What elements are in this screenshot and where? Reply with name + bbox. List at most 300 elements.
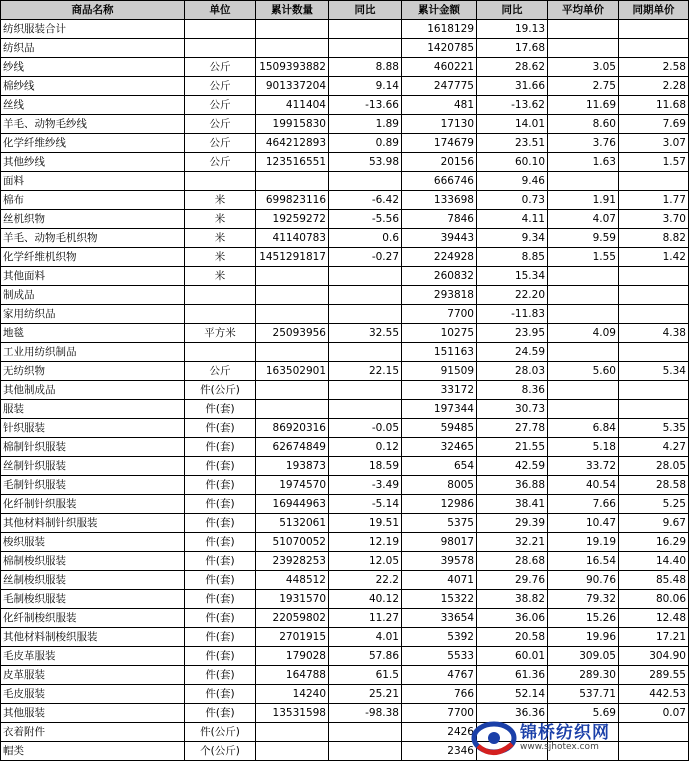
table-row	[1, 172, 689, 191]
row-qty-yoy: 18.59	[329, 457, 402, 476]
row-qty-yoy: 0.6	[329, 229, 402, 248]
row-name: 毛皮服装	[1, 685, 185, 704]
row-prev-price: 16.29	[619, 533, 689, 552]
row-amount-yoy: 8.85	[477, 248, 548, 267]
row-avg-price: 19.96	[548, 628, 619, 647]
table-row	[1, 210, 689, 229]
row-unit: 公斤	[185, 362, 256, 381]
row-amount: 666746	[402, 172, 477, 191]
header-qty-yoy: 同比	[329, 1, 402, 20]
row-amount: 260832	[402, 267, 477, 286]
row-qty: 51070052	[256, 533, 329, 552]
row-avg-price: 2.75	[548, 77, 619, 96]
row-prev-price: 8.82	[619, 229, 689, 248]
row-qty: 699823116	[256, 191, 329, 210]
row-qty: 25093956	[256, 324, 329, 343]
row-avg-price: 7.66	[548, 495, 619, 514]
row-amount-yoy: 27.78	[477, 419, 548, 438]
row-avg-price: 33.72	[548, 457, 619, 476]
row-prev-price	[619, 286, 689, 305]
row-avg-price: 309.05	[548, 647, 619, 666]
row-amount: 32465	[402, 438, 477, 457]
watermark-url: www.sjhotex.com	[520, 742, 599, 752]
row-qty: 193873	[256, 457, 329, 476]
row-qty-yoy	[329, 286, 402, 305]
row-prev-price: 80.06	[619, 590, 689, 609]
row-amount-yoy: 28.03	[477, 362, 548, 381]
row-amount: 5533	[402, 647, 477, 666]
row-amount-yoy: 17.68	[477, 39, 548, 58]
table-row	[1, 400, 689, 419]
row-amount-yoy: 29.76	[477, 571, 548, 590]
row-prev-price	[619, 172, 689, 191]
row-qty-yoy: 11.27	[329, 609, 402, 628]
row-avg-price: 3.76	[548, 134, 619, 153]
row-unit: 件(套)	[185, 400, 256, 419]
row-qty: 14240	[256, 685, 329, 704]
row-qty	[256, 39, 329, 58]
row-qty-yoy: 0.89	[329, 134, 402, 153]
row-qty-yoy	[329, 723, 402, 742]
row-amount-yoy: 38.41	[477, 495, 548, 514]
row-amount-yoy: 14.01	[477, 115, 548, 134]
row-unit: 件(套)	[185, 552, 256, 571]
table-row	[1, 39, 689, 58]
row-qty	[256, 286, 329, 305]
row-avg-price: 6.84	[548, 419, 619, 438]
row-amount: 133698	[402, 191, 477, 210]
row-qty-yoy	[329, 742, 402, 761]
row-unit: 公斤	[185, 77, 256, 96]
row-avg-price: 8.60	[548, 115, 619, 134]
row-amount-yoy: 32.21	[477, 533, 548, 552]
row-prev-price: 12.48	[619, 609, 689, 628]
row-unit: 公斤	[185, 58, 256, 77]
row-qty-yoy: 0.12	[329, 438, 402, 457]
row-qty: 163502901	[256, 362, 329, 381]
row-qty-yoy	[329, 400, 402, 419]
row-unit: 公斤	[185, 96, 256, 115]
row-prev-price: 1.42	[619, 248, 689, 267]
row-amount: 654	[402, 457, 477, 476]
row-prev-price: 442.53	[619, 685, 689, 704]
row-name: 服装	[1, 400, 185, 419]
table-row	[1, 362, 689, 381]
row-amount: 151163	[402, 343, 477, 362]
table-row	[1, 153, 689, 172]
row-qty-yoy	[329, 267, 402, 286]
table-row	[1, 286, 689, 305]
row-amount: 39443	[402, 229, 477, 248]
row-avg-price: 1.91	[548, 191, 619, 210]
table-row	[1, 457, 689, 476]
row-prev-price: 7.69	[619, 115, 689, 134]
row-name: 针织服装	[1, 419, 185, 438]
row-unit: 平方米	[185, 324, 256, 343]
row-unit: 件(套)	[185, 628, 256, 647]
row-name: 丝线	[1, 96, 185, 115]
row-avg-price: 79.32	[548, 590, 619, 609]
row-name: 丝制梭织服装	[1, 571, 185, 590]
row-amount: 59485	[402, 419, 477, 438]
row-qty: 19915830	[256, 115, 329, 134]
row-prev-price: 0.07	[619, 704, 689, 723]
row-prev-price: 85.48	[619, 571, 689, 590]
row-amount-yoy: 23.95	[477, 324, 548, 343]
row-amount: 39578	[402, 552, 477, 571]
row-amount: 5375	[402, 514, 477, 533]
row-unit: 件(套)	[185, 457, 256, 476]
row-amount-yoy: 9.34	[477, 229, 548, 248]
row-amount-yoy: 8.36	[477, 381, 548, 400]
row-amount: 481	[402, 96, 477, 115]
table-row	[1, 609, 689, 628]
row-amount: 4767	[402, 666, 477, 685]
row-qty	[256, 381, 329, 400]
row-name: 棉布	[1, 191, 185, 210]
row-qty: 23928253	[256, 552, 329, 571]
row-amount-yoy: 0.73	[477, 191, 548, 210]
row-qty: 164788	[256, 666, 329, 685]
table-row	[1, 552, 689, 571]
row-unit: 件(套)	[185, 571, 256, 590]
row-name: 家用纺织品	[1, 305, 185, 324]
table-row	[1, 229, 689, 248]
table-row	[1, 305, 689, 324]
table-row	[1, 343, 689, 362]
row-amount-yoy: 36.36	[477, 704, 548, 723]
row-qty-yoy: -0.27	[329, 248, 402, 267]
row-amount-yoy: 29.39	[477, 514, 548, 533]
row-prev-price	[619, 20, 689, 39]
row-amount: 20156	[402, 153, 477, 172]
row-amount: 98017	[402, 533, 477, 552]
row-qty-yoy: 22.2	[329, 571, 402, 590]
row-qty: 22059802	[256, 609, 329, 628]
row-prev-price	[619, 343, 689, 362]
row-qty	[256, 343, 329, 362]
row-amount-yoy: 60.01	[477, 647, 548, 666]
row-amount-yoy: 52.14	[477, 685, 548, 704]
row-qty-yoy: -13.66	[329, 96, 402, 115]
row-qty-yoy: -5.14	[329, 495, 402, 514]
row-unit	[185, 172, 256, 191]
row-unit: 件(公斤)	[185, 723, 256, 742]
row-amount-yoy: 60.10	[477, 153, 548, 172]
row-avg-price	[548, 343, 619, 362]
table-row	[1, 324, 689, 343]
row-qty: 13531598	[256, 704, 329, 723]
row-amount: 12986	[402, 495, 477, 514]
row-name: 毛制梭织服装	[1, 590, 185, 609]
row-amount-yoy: 61.36	[477, 666, 548, 685]
row-amount: 2346	[402, 742, 477, 761]
row-unit	[185, 305, 256, 324]
table-row	[1, 248, 689, 267]
row-qty: 1451291817	[256, 248, 329, 267]
row-name: 棉制针织服装	[1, 438, 185, 457]
row-qty-yoy: 12.19	[329, 533, 402, 552]
row-name: 无纺织物	[1, 362, 185, 381]
row-name: 纺织品	[1, 39, 185, 58]
row-amount: 4071	[402, 571, 477, 590]
row-name: 丝机织物	[1, 210, 185, 229]
row-prev-price: 17.21	[619, 628, 689, 647]
row-amount: 10275	[402, 324, 477, 343]
table-row	[1, 381, 689, 400]
row-amount: 7846	[402, 210, 477, 229]
row-unit: 件(套)	[185, 419, 256, 438]
row-amount-yoy: 28.68	[477, 552, 548, 571]
row-qty-yoy	[329, 343, 402, 362]
table-row	[1, 495, 689, 514]
row-avg-price	[548, 39, 619, 58]
row-qty-yoy: -6.42	[329, 191, 402, 210]
row-qty-yoy	[329, 381, 402, 400]
row-prev-price: 4.38	[619, 324, 689, 343]
row-qty	[256, 742, 329, 761]
row-avg-price: 1.63	[548, 153, 619, 172]
row-unit: 件(套)	[185, 647, 256, 666]
table-row	[1, 96, 689, 115]
row-qty-yoy	[329, 172, 402, 191]
row-unit: 个(公斤)	[185, 742, 256, 761]
row-amount: 1618129	[402, 20, 477, 39]
row-unit: 件(公斤)	[185, 381, 256, 400]
row-qty-yoy: 57.86	[329, 647, 402, 666]
row-amount-yoy: 4.11	[477, 210, 548, 229]
table-row	[1, 77, 689, 96]
row-qty-yoy	[329, 305, 402, 324]
row-prev-price: 5.34	[619, 362, 689, 381]
row-amount-yoy: 9.46	[477, 172, 548, 191]
row-avg-price	[548, 400, 619, 419]
row-amount: 174679	[402, 134, 477, 153]
row-prev-price: 3.07	[619, 134, 689, 153]
row-qty-yoy: 32.55	[329, 324, 402, 343]
header-amount-yoy: 同比	[477, 1, 548, 20]
header-cumulative-qty: 累计数量	[256, 1, 329, 20]
row-name: 其他面料	[1, 267, 185, 286]
row-name: 毛制针织服装	[1, 476, 185, 495]
row-avg-price: 5.69	[548, 704, 619, 723]
row-name: 其他服装	[1, 704, 185, 723]
row-prev-price: 1.77	[619, 191, 689, 210]
row-qty-yoy: 1.89	[329, 115, 402, 134]
row-name: 化学纤维纱线	[1, 134, 185, 153]
row-avg-price: 1.55	[548, 248, 619, 267]
row-qty: 1509393882	[256, 58, 329, 77]
row-qty: 62674849	[256, 438, 329, 457]
row-qty: 123516551	[256, 153, 329, 172]
row-name: 毛皮革服装	[1, 647, 185, 666]
row-name: 化纤制梭织服装	[1, 609, 185, 628]
row-amount: 91509	[402, 362, 477, 381]
row-avg-price: 4.09	[548, 324, 619, 343]
row-amount: 460221	[402, 58, 477, 77]
row-qty-yoy: 61.5	[329, 666, 402, 685]
table-row	[1, 685, 689, 704]
row-qty	[256, 20, 329, 39]
row-name: 其他纱线	[1, 153, 185, 172]
table-row	[1, 191, 689, 210]
table-row	[1, 647, 689, 666]
row-amount-yoy: 31.66	[477, 77, 548, 96]
row-name: 皮革服装	[1, 666, 185, 685]
row-amount: 1420785	[402, 39, 477, 58]
row-name: 化学纤维机织物	[1, 248, 185, 267]
row-amount: 766	[402, 685, 477, 704]
row-amount: 7700	[402, 704, 477, 723]
row-avg-price	[548, 305, 619, 324]
row-name: 丝制针织服装	[1, 457, 185, 476]
row-unit: 件(套)	[185, 495, 256, 514]
row-name: 制成品	[1, 286, 185, 305]
header-cumulative-amount: 累计金额	[402, 1, 477, 20]
row-amount: 247775	[402, 77, 477, 96]
row-avg-price: 3.05	[548, 58, 619, 77]
row-unit	[185, 39, 256, 58]
row-unit: 米	[185, 267, 256, 286]
table-row	[1, 590, 689, 609]
row-amount: 33654	[402, 609, 477, 628]
row-qty: 1931570	[256, 590, 329, 609]
row-name: 纺织服装合计	[1, 20, 185, 39]
table-row	[1, 267, 689, 286]
row-qty: 464212893	[256, 134, 329, 153]
row-name: 其他制成品	[1, 381, 185, 400]
row-avg-price	[548, 267, 619, 286]
row-prev-price: 2.58	[619, 58, 689, 77]
row-unit: 件(套)	[185, 590, 256, 609]
row-unit	[185, 20, 256, 39]
row-qty: 411404	[256, 96, 329, 115]
row-qty-yoy: 4.01	[329, 628, 402, 647]
row-qty	[256, 400, 329, 419]
row-unit: 件(套)	[185, 704, 256, 723]
row-qty: 448512	[256, 571, 329, 590]
row-qty-yoy	[329, 20, 402, 39]
row-prev-price: 14.40	[619, 552, 689, 571]
header-product-name: 商品名称	[1, 1, 185, 20]
row-avg-price	[548, 172, 619, 191]
header-row	[1, 1, 689, 20]
row-amount: 197344	[402, 400, 477, 419]
table-row	[1, 571, 689, 590]
table-body	[1, 20, 689, 761]
row-qty-yoy: 25.21	[329, 685, 402, 704]
row-prev-price: 2.28	[619, 77, 689, 96]
row-amount: 293818	[402, 286, 477, 305]
row-qty	[256, 723, 329, 742]
row-amount-yoy: 15.34	[477, 267, 548, 286]
watermark-brand: 锦桥纺织网	[520, 723, 610, 743]
row-qty-yoy: -98.38	[329, 704, 402, 723]
row-amount: 7700	[402, 305, 477, 324]
row-avg-price: 11.69	[548, 96, 619, 115]
row-qty: 1974570	[256, 476, 329, 495]
row-prev-price: 5.25	[619, 495, 689, 514]
row-name: 面料	[1, 172, 185, 191]
row-unit: 公斤	[185, 115, 256, 134]
row-prev-price: 11.68	[619, 96, 689, 115]
row-avg-price: 289.30	[548, 666, 619, 685]
row-unit: 米	[185, 248, 256, 267]
row-name: 工业用纺织制品	[1, 343, 185, 362]
row-amount-yoy: 21.55	[477, 438, 548, 457]
row-qty-yoy: 8.88	[329, 58, 402, 77]
row-amount-yoy: 36.88	[477, 476, 548, 495]
row-avg-price: 537.71	[548, 685, 619, 704]
table-row	[1, 666, 689, 685]
row-avg-price: 15.26	[548, 609, 619, 628]
row-avg-price: 16.54	[548, 552, 619, 571]
row-qty-yoy: 53.98	[329, 153, 402, 172]
row-amount: 33172	[402, 381, 477, 400]
row-unit: 米	[185, 210, 256, 229]
row-avg-price: 19.19	[548, 533, 619, 552]
row-unit: 件(套)	[185, 438, 256, 457]
row-name: 地毯	[1, 324, 185, 343]
header-avg-price: 平均单价	[548, 1, 619, 20]
table-row	[1, 533, 689, 552]
row-unit: 件(套)	[185, 685, 256, 704]
row-amount-yoy: 30.73	[477, 400, 548, 419]
row-amount-yoy: 19.13	[477, 20, 548, 39]
row-prev-price	[619, 39, 689, 58]
table-row	[1, 115, 689, 134]
row-prev-price: 289.55	[619, 666, 689, 685]
table-row	[1, 514, 689, 533]
row-name: 其他材料制针织服装	[1, 514, 185, 533]
row-avg-price	[548, 381, 619, 400]
row-name: 羊毛、动物毛纱线	[1, 115, 185, 134]
row-avg-price: 5.60	[548, 362, 619, 381]
row-amount-yoy: 28.62	[477, 58, 548, 77]
row-name: 梭织服装	[1, 533, 185, 552]
row-avg-price	[548, 286, 619, 305]
row-qty-yoy: -0.05	[329, 419, 402, 438]
row-avg-price: 90.76	[548, 571, 619, 590]
row-qty: 41140783	[256, 229, 329, 248]
table-row	[1, 58, 689, 77]
row-amount: 2426	[402, 723, 477, 742]
row-qty-yoy: 12.05	[329, 552, 402, 571]
row-qty	[256, 305, 329, 324]
row-unit	[185, 343, 256, 362]
row-avg-price: 9.59	[548, 229, 619, 248]
row-unit: 米	[185, 191, 256, 210]
row-amount-yoy: 22.20	[477, 286, 548, 305]
row-qty	[256, 267, 329, 286]
row-avg-price: 40.54	[548, 476, 619, 495]
row-qty-yoy: 9.14	[329, 77, 402, 96]
header-unit: 单位	[185, 1, 256, 20]
row-qty-yoy: -5.56	[329, 210, 402, 229]
row-avg-price: 4.07	[548, 210, 619, 229]
row-prev-price: 5.35	[619, 419, 689, 438]
row-qty: 901337204	[256, 77, 329, 96]
row-amount-yoy: 38.82	[477, 590, 548, 609]
row-qty: 16944963	[256, 495, 329, 514]
table-row	[1, 438, 689, 457]
row-qty: 86920316	[256, 419, 329, 438]
row-amount: 224928	[402, 248, 477, 267]
row-prev-price: 28.05	[619, 457, 689, 476]
row-prev-price: 3.70	[619, 210, 689, 229]
row-prev-price: 28.58	[619, 476, 689, 495]
row-qty: 179028	[256, 647, 329, 666]
